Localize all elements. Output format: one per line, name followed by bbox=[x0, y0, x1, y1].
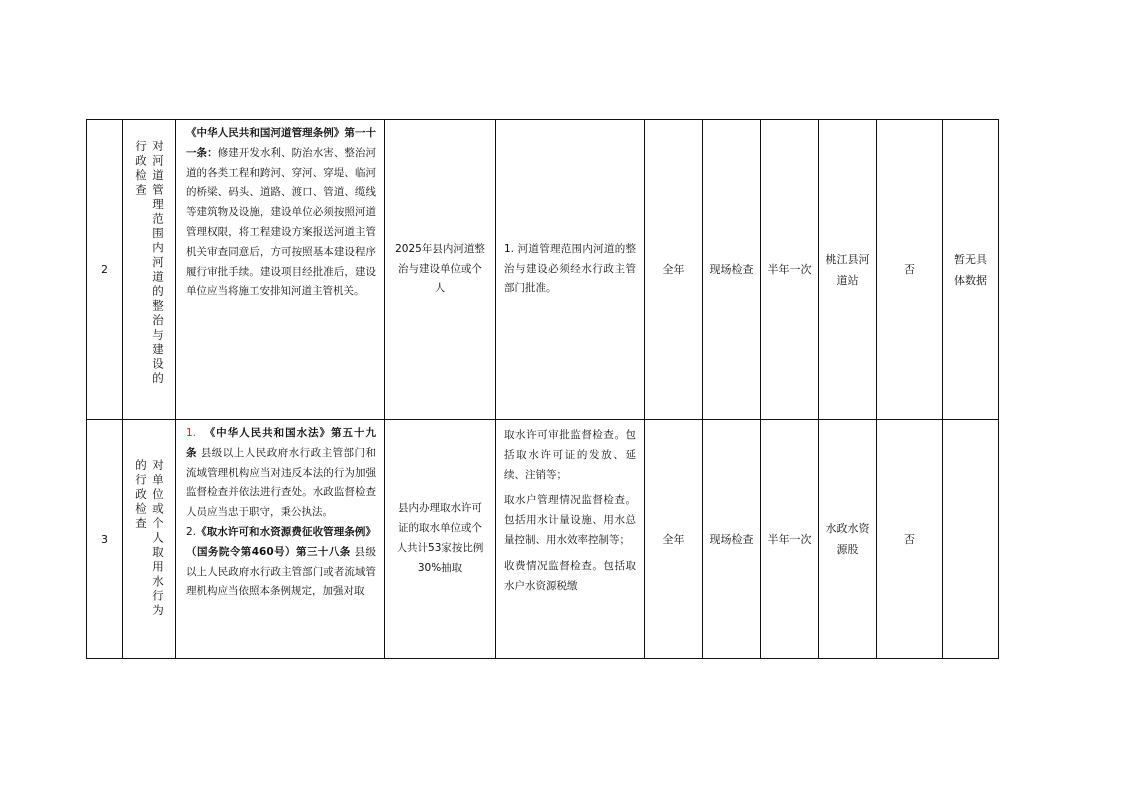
inspection-frequency: 半年一次 bbox=[761, 420, 819, 659]
item-name-cell bbox=[123, 420, 176, 659]
law1-title: 《中华人民共和国水法》第五十九条 bbox=[186, 427, 376, 459]
inspection-method: 现场检查 bbox=[703, 420, 761, 659]
content-item: 收费情况监督检查。包括取水户水资源税缴 bbox=[504, 559, 636, 592]
table-row bbox=[87, 420, 999, 659]
inspection-period: 全年 bbox=[645, 120, 703, 420]
law-title: 《中华人民共和国河道管理条例》第一十一条： bbox=[186, 127, 376, 159]
item-name: 对单位或个人取用水行为的行政检查 bbox=[134, 459, 165, 619]
inspection-period: 全年 bbox=[645, 420, 703, 659]
inspection-content: 1. 河道管理范围内河道的整治与建设必须经水行政主管部门批准。 bbox=[496, 120, 645, 420]
item-name-cell bbox=[123, 120, 176, 420]
inspection-content-cell bbox=[496, 420, 645, 659]
row-index: 3 bbox=[87, 420, 123, 659]
table-row bbox=[87, 120, 999, 420]
law1-body: 县级以上人民政府水行政主管部门和流域管理机构应当对违反本法的行为加强监督检查并依法进行查处。水政监督检查人员应当忠于职守，秉公执法。 bbox=[186, 446, 377, 519]
responsible-dept: 桃江县河道站 bbox=[819, 120, 877, 420]
content-item: 取水许可审批监督检查。包括取水许可证的发放、延续、注销等； bbox=[504, 429, 636, 481]
remark bbox=[943, 420, 999, 659]
legal-basis-cell bbox=[176, 120, 385, 420]
remark: 暂无具体数据 bbox=[943, 120, 999, 420]
law2-title: 《取水许可和水资源费征收管理条例》（国务院令第460号）第三十八条 bbox=[186, 525, 376, 558]
content-item: 取水户管理情况监督检查。包括用水计量设施、用水总量控制、用水效率控制等； bbox=[504, 494, 636, 546]
row-index: 2 bbox=[87, 120, 123, 420]
joint-inspection: 否 bbox=[877, 120, 943, 420]
joint-inspection: 否 bbox=[877, 420, 943, 659]
law2-body: 县级以上人民政府水行政主管部门或者流域管理机构应当依照本条例规定，加强对取 bbox=[186, 545, 376, 598]
law2-number: 2. bbox=[186, 525, 197, 538]
inspection-frequency: 半年一次 bbox=[761, 120, 819, 420]
inspection-method: 现场检查 bbox=[703, 120, 761, 420]
law1-number: 1. bbox=[186, 427, 197, 439]
inspection-scope: 县内办理取水许可证的取水单位或个人共计53家按比例30%抽取 bbox=[385, 420, 496, 659]
item-name: 对河道管理范围内河道的整治与建设的行政检查 bbox=[134, 139, 165, 386]
legal-basis-cell bbox=[176, 420, 385, 659]
inspection-table bbox=[86, 119, 999, 659]
responsible-dept: 水政水资源股 bbox=[819, 420, 877, 659]
law-body: 修建开发水利、防治水害、整治河道的各类工程和跨河、穿河、穿堤、临河的桥梁、码头、道路、渡口、管道、缆线等建筑物及设施，建设单位必须按照河道管理权限，将工程建设方案报送河道主管机关审查同意后，方可按照基本建设程序履行审批手续。建设项目经批准后，建设单位应当将施工安排知河道主管机关。 bbox=[186, 146, 377, 298]
inspection-scope: 2025年县内河道整治与建设单位或个人 bbox=[385, 120, 496, 420]
